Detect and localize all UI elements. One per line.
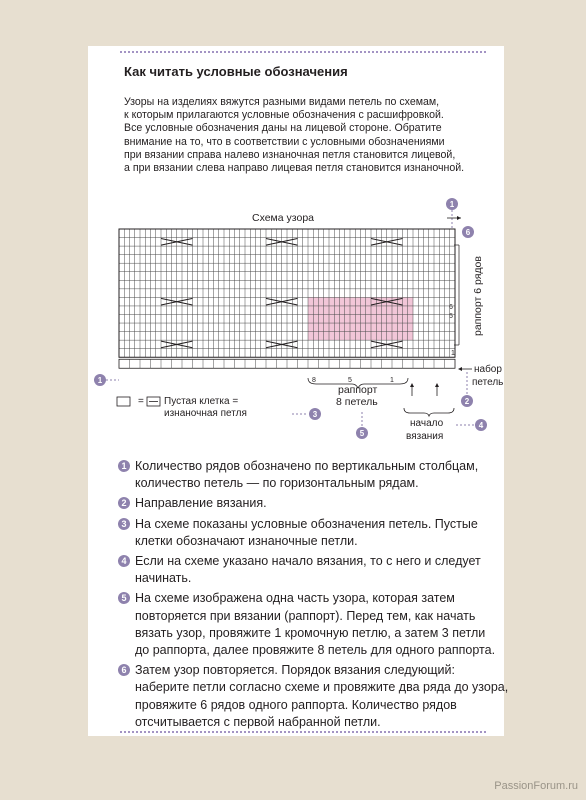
- list-item: [118, 516, 502, 550]
- rapport-label: раппорт: [338, 384, 378, 396]
- callout-number: 1: [449, 200, 455, 209]
- legend-label: Пустая клетка =: [164, 396, 239, 407]
- rapport-rows-label: раппорт 6 рядов: [472, 256, 484, 336]
- step-text: наберите петли согласно схеме и провяжите два ряда до узора,: [135, 680, 509, 695]
- legend-empty-cell-icon: [117, 397, 130, 406]
- step-text: клетки обозначают изнаночные петли.: [135, 533, 358, 548]
- step-number-badge: 5: [118, 592, 130, 604]
- step-text: На схеме показаны условные обозначения петель. Пустые: [135, 516, 478, 531]
- row-number: 6: [449, 304, 453, 311]
- step-text: Затем узор повторяется. Порядок вязания следующий:: [135, 663, 455, 678]
- chart-title: Схема узора: [252, 212, 314, 224]
- direction-arrow-head: [457, 216, 461, 220]
- list-item: [118, 662, 509, 731]
- list-item: [118, 553, 502, 587]
- intro-line: а при вязании слева направо лицевая петля становится изнаночной.: [124, 162, 465, 175]
- watermark: PassionForum.ru: [494, 780, 578, 792]
- cast-on-label: петель: [472, 377, 504, 388]
- step-text: до раппорта, далее провяжите 8 петель для одного раппорта.: [135, 643, 496, 658]
- start-brace: [404, 408, 454, 416]
- step-text: отсчитывается с первой набранной петли.: [135, 714, 381, 729]
- intro-line: внимание на то, что в соответствии с условными обозначениями: [124, 135, 445, 148]
- rapport-label: 8 петель: [336, 396, 378, 408]
- row-number: 1: [451, 350, 455, 357]
- step-number-badge: 3: [118, 518, 130, 530]
- intro-line: Все условные обозначения даны на лицевой стороне. Обратите: [124, 122, 442, 135]
- step-text: Если на схеме указано начало вязания, то с него и следует: [135, 554, 481, 569]
- step-number-badge: 4: [118, 555, 130, 567]
- step-number-badge: 1: [118, 460, 130, 472]
- start-label: начало: [410, 418, 444, 429]
- list-item: [118, 458, 502, 492]
- callout-number: 5: [359, 429, 365, 438]
- col-number: 8: [312, 377, 316, 384]
- legend-label: изнаночная петля: [164, 408, 247, 419]
- callout-number: 3: [312, 410, 318, 419]
- step-text: повторяется при вязании (раппорт). Перед тем, как начать: [135, 608, 476, 623]
- step-text: начинать.: [135, 571, 192, 586]
- step-text: провяжите 6 рядов одного раппорта. Количество рядов: [135, 697, 457, 712]
- legend-equals: =: [138, 396, 144, 407]
- step-text: На схеме изображена одна часть узора, которая затем: [135, 591, 455, 606]
- callout-number: 6: [465, 228, 471, 237]
- step-text: Направление вязания.: [135, 496, 267, 511]
- step-number-badge: 6: [118, 664, 130, 676]
- start-label: вязания: [406, 431, 444, 442]
- step-number-badge: 2: [118, 497, 130, 509]
- start-arrow-head: [410, 383, 414, 387]
- step-text: вязать узор, провяжите 1 кромочную петлю, а затем 3 петли: [135, 625, 486, 640]
- intro-line: Узоры на изделиях вяжутся разными видами петель по схемам,: [124, 96, 440, 108]
- steps-list: [118, 458, 509, 734]
- callout-number: 4: [478, 421, 484, 430]
- col-number: 1: [390, 377, 394, 384]
- row-number: 5: [449, 313, 453, 320]
- start-arrow-head: [435, 383, 439, 387]
- list-item: [118, 495, 502, 512]
- col-number: 5: [348, 377, 352, 384]
- intro-line: при вязании справа налево изнаночная петля становится лицевой,: [124, 148, 456, 161]
- callout-number: 2: [464, 397, 470, 406]
- callout-number: 1: [97, 376, 103, 385]
- cast-on-label: набор: [474, 364, 502, 375]
- page-title: Как читать условные обозначения: [124, 64, 348, 79]
- intro-line: к которым прилагаются условные обозначения с расшифровкой.: [124, 109, 444, 122]
- list-item: [118, 590, 502, 659]
- step-text: количество петель — по горизонтальным рядам.: [135, 476, 419, 491]
- cast-on-arrow-head: [458, 367, 462, 371]
- step-text: Количество рядов обозначено по вертикальным столбцам,: [135, 459, 479, 473]
